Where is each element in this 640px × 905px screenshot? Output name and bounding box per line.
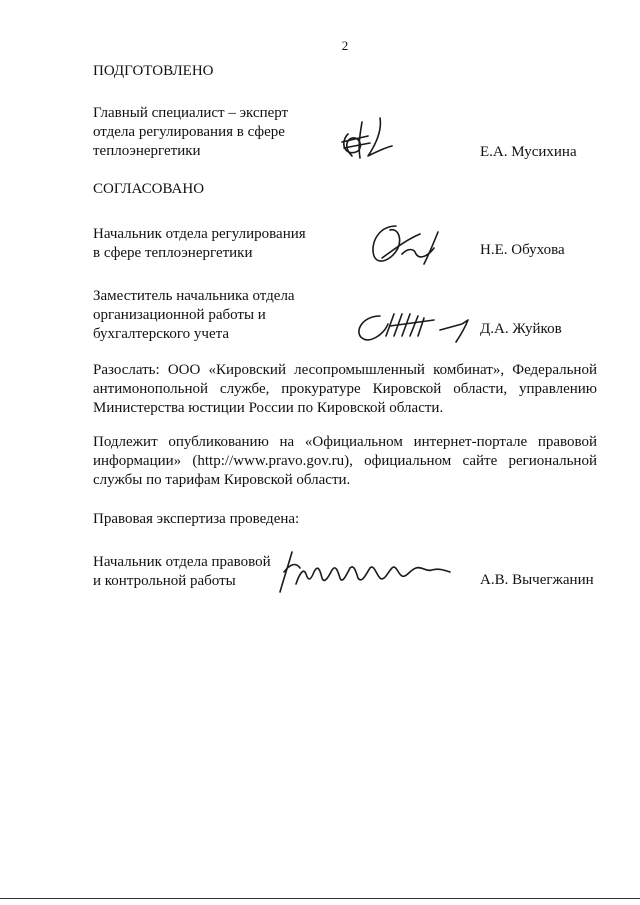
paragraph-line: антимонопольной службе, прокуратуре Кировской области, управлению: [93, 381, 597, 397]
name-musikhina: Е.А. Мусихина: [480, 144, 577, 160]
position-line: организационной работы и: [93, 307, 266, 323]
paragraph-line: Подлежит опубликованию на «Официальном интернет-портале правовой: [93, 434, 597, 450]
position-line: бухгалтерского учета: [93, 326, 230, 342]
approver-1-position: [93, 225, 323, 263]
name-zhuykov: Д.А. Жуйков: [480, 321, 562, 337]
bottom-rule: [0, 898, 640, 899]
name-obukhova: Н.Е. Обухова: [480, 242, 565, 258]
signature-vychegzhanin: [270, 548, 460, 596]
position-line: отдела регулирования в сфере: [93, 124, 285, 140]
position-line: в сфере теплоэнергетики: [93, 245, 253, 261]
paragraph-line: Министерства юстиции России по Кировской области.: [93, 400, 444, 416]
position-line: Главный специалист – эксперт: [93, 105, 289, 121]
signature-musikhina: [330, 112, 416, 164]
paragraph-line: информации» (http://www.pravo.gov.ru), официальном сайте региональной: [93, 453, 597, 469]
signature-zhuykov: [350, 306, 480, 348]
publication-paragraph: [93, 433, 597, 490]
prepared-position: [93, 104, 323, 161]
page-number: 2: [341, 38, 349, 53]
signature-obukhova: [362, 218, 462, 270]
position-line: и контрольной работы: [93, 573, 236, 589]
legal-review-text: Правовая экспертиза проведена:: [93, 511, 300, 527]
prepared-heading: ПОДГОТОВЛЕНО: [93, 63, 214, 79]
paragraph-line: Разослать: ООО «Кировский лесопромышленный комбинат», Федеральной: [93, 362, 597, 378]
paragraph-line: службы по тарифам Кировской области.: [93, 472, 351, 488]
position-line: теплоэнергетики: [93, 143, 201, 159]
position-line: Начальник отдела регулирования: [93, 226, 306, 242]
name-vychegzhanin: А.В. Вычегжанин: [480, 572, 594, 588]
position-line: Начальник отдела правовой: [93, 554, 271, 570]
approver-2-position: [93, 287, 323, 344]
distribution-paragraph: [93, 361, 597, 418]
approved-heading: СОГЛАСОВАНО: [93, 181, 205, 197]
position-line: Заместитель начальника отдела: [93, 288, 295, 304]
